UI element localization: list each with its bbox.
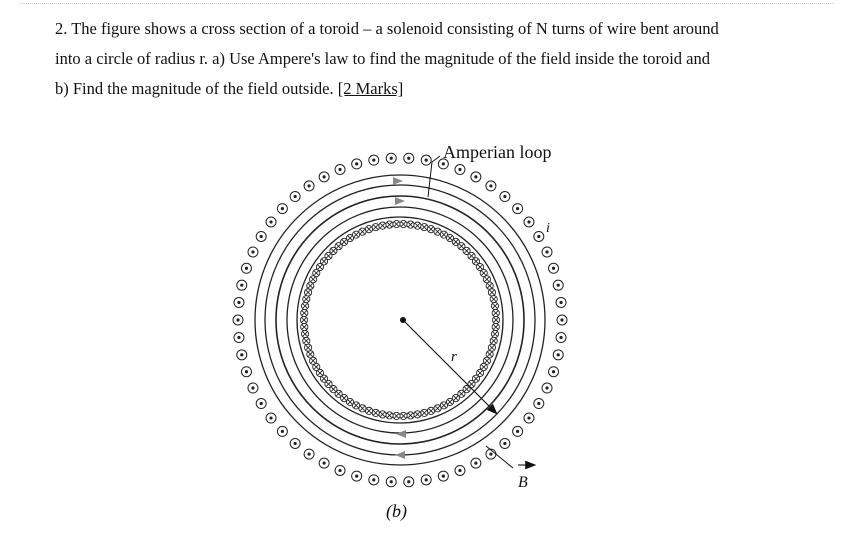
figure-caption: (b) [386,501,407,521]
current-in-symbol [400,412,407,419]
current-out-symbol [438,471,448,481]
current-out-symbol [534,399,544,409]
current-out-symbol [513,204,523,214]
current-out-symbol [256,399,266,409]
current-in-symbol [386,412,393,419]
current-out-symbol [234,297,244,307]
current-in-symbol [492,316,499,323]
current-out-symbol [290,192,300,202]
current-out-symbol [335,165,345,175]
field-arrow-bottom-outer [395,451,405,459]
current-out-symbol [290,438,300,448]
current-in-symbol [300,316,307,323]
current-out-symbol [513,426,523,436]
current-in-symbol [490,337,497,344]
current-in-symbol [301,302,308,309]
current-in-symbol [372,224,379,231]
question-line-1: 2. The figure shows a cross section of a toroid – a solenoid consisting of N turns of wire bent around [55,19,719,38]
current-in-symbol [491,302,498,309]
current-out-symbol [248,383,258,393]
current-out-symbol [352,471,362,481]
amperian-loop-label: Amperian loop [443,142,552,162]
current-out-symbol [266,413,276,423]
current-in-symbol [303,296,310,303]
current-in-symbol [301,323,308,330]
current-out-symbol [319,458,329,468]
current-out-symbol [471,458,481,468]
current-in-symbol [491,330,498,337]
current-out-symbol [524,413,534,423]
current-out-symbol [404,153,414,163]
current-out-symbol [542,383,552,393]
current-out-symbol [248,247,258,257]
current-in-symbol [421,224,428,231]
current-out-symbol [421,155,431,165]
current-in-symbol [492,323,499,330]
current-out-symbol [266,217,276,227]
question-line-3-text: b) Find the magnitude of the field outside. [55,79,338,98]
current-out-symbol [455,165,465,175]
current-out-symbol [549,263,559,273]
current-out-symbol [500,438,510,448]
current-out-symbol [553,350,563,360]
current-out-symbol [335,465,345,475]
current-in-symbol [407,412,414,419]
current-in-symbol [486,282,493,289]
current-in-symbol [301,330,308,337]
current-in-symbol [307,351,314,358]
current-out-symbol [404,477,414,487]
current-in-symbol [414,411,421,418]
radius-label: r [451,349,457,365]
current-in-symbol [386,221,393,228]
current-out-symbol [534,231,544,241]
current-out-symbol [234,333,244,343]
current-out-symbol [237,350,247,360]
current-out-symbol [256,231,266,241]
current-in-symbol [393,220,400,227]
current-out-symbol [304,449,314,459]
current-out-symbol [277,204,287,214]
current-label: i [546,221,550,236]
current-out-symbol [233,315,243,325]
current-in-symbol [400,220,407,227]
current-in-symbol [414,222,421,229]
current-out-symbol [486,181,496,191]
current-out-symbol [455,465,465,475]
current-in-symbol [379,411,386,418]
current-in-symbol [492,309,499,316]
current-in-symbol [407,221,414,228]
current-in-symbol [488,289,495,296]
current-in-symbol [365,226,372,233]
current-out-symbol [500,192,510,202]
current-out-symbol [553,280,563,290]
current-out-symbol [557,315,567,325]
current-in-symbol [379,222,386,229]
current-out-symbol [369,475,379,485]
current-out-symbol [241,263,251,273]
current-out-symbol [237,280,247,290]
current-out-symbol [386,477,396,487]
current-in-symbol [490,296,497,303]
current-out-symbol [549,367,559,377]
current-in-symbol [421,409,428,416]
current-in-symbol [301,309,308,316]
current-out-symbol [471,172,481,182]
marks-label: [2 Marks] [337,79,404,98]
current-out-symbol [277,426,287,436]
current-in-symbol [304,289,311,296]
current-out-symbol [542,247,552,257]
question-line-2: into a circle of radius r. a) Use Ampere's law to find the magnitude of the field inside the toroid and [55,49,710,68]
current-in-symbol [372,409,379,416]
current-in-symbol [427,407,434,414]
current-in-symbol [303,337,310,344]
current-in-symbol [393,412,400,419]
current-out-symbol [369,155,379,165]
current-out-symbol [556,333,566,343]
current-out-symbol [421,475,431,485]
current-out-symbol [386,153,396,163]
current-out-symbol [241,367,251,377]
field-arrow-top-outer [393,177,403,185]
field-label: B [518,474,528,491]
current-in-symbol [304,344,311,351]
current-out-symbol [352,159,362,169]
current-out-symbol [319,172,329,182]
current-in-symbol [488,344,495,351]
current-out-symbol [556,297,566,307]
current-out-symbol [304,181,314,191]
field-arrow-top-inner [395,197,405,205]
field-arrow-bottom-inner [396,430,406,438]
current-out-symbol [524,217,534,227]
